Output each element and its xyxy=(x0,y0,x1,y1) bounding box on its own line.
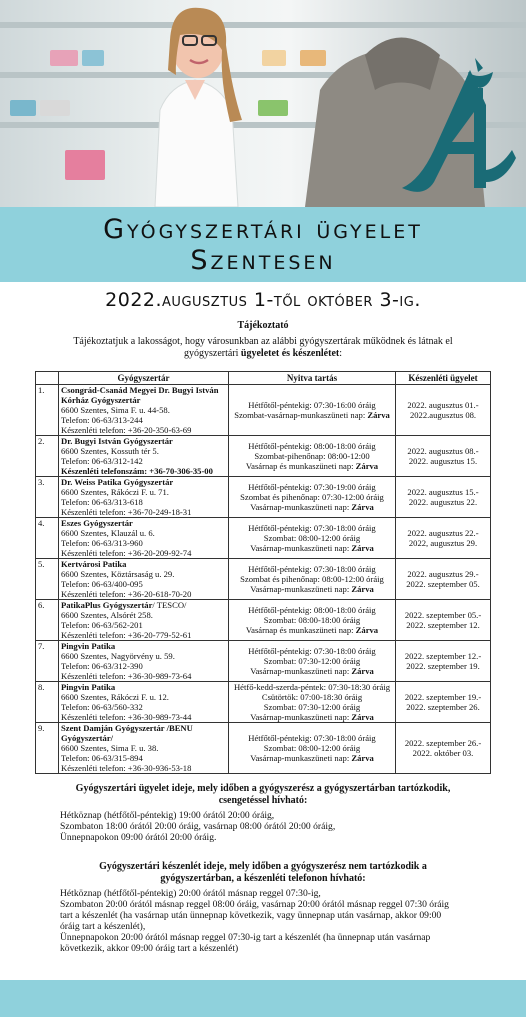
duty-end: 2022. szeptember 05. xyxy=(406,579,480,589)
duty-period-cell xyxy=(396,723,491,774)
on-call-phone: Készenléti telefon: +36-20-209-92-74 xyxy=(61,548,192,558)
duty-period-cell xyxy=(396,477,491,518)
opening-hours-line xyxy=(231,574,393,584)
hours-text: Szombat: 08:00-12:00 óráig xyxy=(263,743,361,753)
intro-text: Tájékoztatjuk a lakosságot, hogy városunkban az alábbi gyógyszertárak működnek és látnak el xyxy=(73,336,453,347)
pharmacy-cell xyxy=(59,723,229,774)
pharmacy-address: 6600 Szentes, Sima F. u. 44-58. xyxy=(61,405,170,415)
medicine-box xyxy=(10,100,36,116)
on-call-phone: Készenléti telefon: +36-30-989-73-64 xyxy=(61,671,192,681)
section2-line: óráig tart a készenlét), xyxy=(60,921,146,932)
table-row xyxy=(36,682,491,723)
row-number: 1. xyxy=(36,385,59,436)
opening-hours-cell xyxy=(229,559,396,600)
opening-hours-line xyxy=(231,523,393,533)
hours-text: Hétfő-kedd-szerda-péntek: 07:30-18:30 óráig xyxy=(233,682,391,692)
section2-text xyxy=(60,888,460,954)
opening-hours-line xyxy=(231,646,393,656)
row-number: 5. xyxy=(36,559,59,600)
on-call-phone: Készenléti telefon: +36-20-350-63-69 xyxy=(61,425,192,435)
duty-period-cell xyxy=(396,641,491,682)
on-call-phone: Készenléti telefonszám: +36-70-306-35-00 xyxy=(61,466,213,476)
pharmacy-address: 6600 Szentes, Rákóczi F. u. 12. xyxy=(61,692,169,702)
footer-bar xyxy=(0,980,526,1017)
opening-hours-cell xyxy=(229,477,396,518)
section1-heading-b: csengetéssel hívható: xyxy=(218,795,308,806)
hours-text: Vasárnap-munkaszüneti nap: xyxy=(250,543,352,553)
pharmacy-name: PatikaPlus Gyógyszertár xyxy=(61,600,153,610)
pharmacy-cell xyxy=(59,436,229,477)
intro-bold: ügyeletet és készenlétet xyxy=(240,348,340,359)
page-title-line2: Szentesen xyxy=(190,245,336,276)
notice-intro xyxy=(60,336,466,360)
section2-line: következik, akkor 09:00 óráig tart a készenlét) xyxy=(60,943,239,954)
section1-heading xyxy=(40,783,486,807)
duty-start: 2022. augusztus 15.- xyxy=(407,487,479,497)
duty-end: 2022. október 03. xyxy=(412,748,474,758)
table-row xyxy=(36,559,491,600)
row-number: 7. xyxy=(36,641,59,682)
closed-label: Zárva xyxy=(351,543,374,553)
notice-heading: Tájékoztató xyxy=(237,320,289,331)
duty-end: 2022, augusztus 29. xyxy=(408,538,478,548)
hours-text: Vasárnap-munkaszüneti nap: xyxy=(250,666,352,676)
duty-end: 2022. augusztus 15. xyxy=(408,456,478,466)
opening-hours-line xyxy=(231,564,393,574)
intro-colon: : xyxy=(339,348,342,359)
hours-text: Hétfőtől-péntekig: 08:00-18:00 óráig xyxy=(248,441,376,451)
hours-text: Hétfőtől-péntekig: 07:30-18:00 óráig xyxy=(248,646,376,656)
section2-line: Szombaton 20:00 órától másnap reggel 08:00 óráig, vasárnap 20:00 órától másnap reggel 07:30 óráig xyxy=(60,899,449,910)
duty-end: 2022.augusztus 08. xyxy=(409,410,477,420)
pharmacy-phone: Telefon: 06-63/313-960 xyxy=(61,538,143,548)
hours-text: Hétfőtől-péntekig: 07:30-18:00 óráig xyxy=(248,523,376,533)
opening-hours-line xyxy=(231,743,393,753)
pharmacy-cell xyxy=(59,518,229,559)
hours-text: Hétfőtől-péntekig: 07:30-19:00 óráig xyxy=(248,482,376,492)
table-row xyxy=(36,477,491,518)
intro-text-2: gyógyszertári xyxy=(183,348,239,359)
duty-end: 2022. szeptember 12. xyxy=(406,620,480,630)
on-call-phone: Készenléti telefon: +36-20-618-70-20 xyxy=(61,589,192,599)
section2-line: tart a készenlét (ha vasárnap után ünnepnap következik, vagy ünnepnap után vasárnap, akkor 09:00 xyxy=(60,910,442,921)
pharmacy-logo-icon xyxy=(390,50,520,200)
hours-text: Vasárnap-munkaszüneti nap: xyxy=(250,584,352,594)
opening-hours-line xyxy=(231,625,393,635)
hours-text: Szombat: 07:30-12:00 óráig xyxy=(263,656,361,666)
pharmacy-address: 6600 Szentes, Nagyörvény u. 59. xyxy=(61,651,175,661)
opening-hours-line xyxy=(231,733,393,743)
opening-hours-line xyxy=(231,682,393,692)
pharmacy-cell xyxy=(59,559,229,600)
pharmacy-cell xyxy=(59,385,229,436)
pharmacy-phone: Telefon: 06-63/560-332 xyxy=(61,702,143,712)
opening-hours-line xyxy=(231,482,393,492)
opening-hours-cell xyxy=(229,385,396,436)
pharmacy-cell xyxy=(59,641,229,682)
col-opening-hours: Nyitva tartás xyxy=(229,372,396,385)
duty-start: 2022. szeptember 05.- xyxy=(404,610,482,620)
pharmacy-phone: Telefon: 06-63/312-390 xyxy=(61,661,143,671)
closed-label: Zárva xyxy=(351,584,374,594)
hours-text: Hétfőtől-péntekig: 07:30-18:00 óráig xyxy=(248,564,376,574)
pharmacy-phone: Telefon: 06-63/562-201 xyxy=(61,620,143,630)
pharmacy-address: 6600 Szentes, Sima F. u. 38. xyxy=(61,743,159,753)
row-number: 6. xyxy=(36,600,59,641)
opening-hours-cell xyxy=(229,641,396,682)
pharmacist-figure xyxy=(120,0,270,207)
row-number: 9. xyxy=(36,723,59,774)
opening-hours-line xyxy=(231,605,393,615)
pharmacy-address: 6600 Szentes, Alsórét 258. xyxy=(61,610,153,620)
medicine-box xyxy=(82,50,104,66)
hours-text: Vasárnap-munkaszüneti nap: xyxy=(250,502,352,512)
pharmacy-phone: Telefon: 06-63/400-095 xyxy=(61,579,143,589)
hours-text: Szombat és pihenőnap: 07:30-12:00 óráig xyxy=(240,492,384,502)
opening-hours-line xyxy=(231,692,393,702)
pharmacy-table xyxy=(35,371,491,774)
duty-end: 2022. szeptember 19. xyxy=(406,661,480,671)
duty-start: 2022. szeptember 26.- xyxy=(404,738,482,748)
row-number: 3. xyxy=(36,477,59,518)
table-row xyxy=(36,600,491,641)
pharmacy-cell xyxy=(59,682,229,723)
duty-period-cell xyxy=(396,600,491,641)
pharmacy-name: Eszes Gyógyszertár xyxy=(61,518,133,528)
hours-text: Szombat: 08:00-12:00 óráig xyxy=(263,533,361,543)
page-title-line1: Gyógyszertári ügyelet xyxy=(103,214,423,245)
pharmacy-phone: Telefon: 06-63/312-142 xyxy=(61,456,143,466)
closed-label: Zárva xyxy=(351,502,374,512)
pharmacy-phone: Telefon: 06-63/313-618 xyxy=(61,497,143,507)
duty-period-cell xyxy=(396,518,491,559)
opening-hours-line xyxy=(231,702,393,712)
opening-hours-line xyxy=(231,441,393,451)
section1-line: Ünnepnapokon 09:00 órától 20:00 óráig. xyxy=(60,832,217,843)
opening-hours-line xyxy=(231,410,393,420)
opening-hours-line xyxy=(231,753,393,763)
pharmacy-phone: Telefon: 06-63/315-894 xyxy=(61,753,143,763)
hours-text: Hétfőtől-péntekig: 08:00-18:00 óráig xyxy=(248,605,376,615)
opening-hours-cell xyxy=(229,600,396,641)
hours-text: Szombat: 08:00-18:00 óráig xyxy=(263,615,361,625)
hours-text: Hétfőtől-péntekig: 07:30-16:00 óráig xyxy=(248,400,376,410)
closed-label: Zárva xyxy=(351,666,374,676)
duty-start: 2022. augusztus 29.- xyxy=(407,569,479,579)
pharmacy-name: Dr. Bugyi István Gyógyszertár xyxy=(61,436,173,446)
section2-heading-b: gyógyszertárban, a készenléti telefonon hívható: xyxy=(160,873,366,884)
table-row xyxy=(36,518,491,559)
opening-hours-line xyxy=(231,615,393,625)
row-number: 4. xyxy=(36,518,59,559)
duty-period-cell xyxy=(396,559,491,600)
opening-hours-line xyxy=(231,461,393,471)
hours-text: Szombat és pihenőnap: 08:00-12:00 óráig xyxy=(240,574,384,584)
duty-start: 2022. augusztus 08.- xyxy=(407,446,479,456)
hours-text: Vasárnap-munkaszüneti nap: xyxy=(250,753,352,763)
on-call-phone: Készenléti telefon: +36-70-249-18-31 xyxy=(61,507,192,517)
medicine-box xyxy=(40,100,70,116)
row-number: 8. xyxy=(36,682,59,723)
section1-line: Szombaton 18:00 órától 20:00 óráig, vasárnap 08:00 órától 20:00 óráig, xyxy=(60,821,336,832)
opening-hours-cell xyxy=(229,682,396,723)
pharmacy-cell xyxy=(59,477,229,518)
hours-text: Szombat-pihenőnap: 08:00-12:00 xyxy=(254,451,370,461)
hours-text: Vasárnap-munkaszüneti nap: xyxy=(250,712,352,722)
section1-text xyxy=(60,810,460,843)
opening-hours-line xyxy=(231,666,393,676)
pharmacy-address: 6600 Szentes, Rákóczi F. u. 71. xyxy=(61,487,169,497)
opening-hours-cell xyxy=(229,723,396,774)
opening-hours-line xyxy=(231,584,393,594)
section2-heading-a: Gyógyszertári készenlét ideje, mely időben a gyógyszerész nem tartózkodik a xyxy=(99,861,427,872)
header-photo xyxy=(0,0,526,207)
hours-text: Hétfőtől-péntekig: 07:30-18:00 óráig xyxy=(248,733,376,743)
pharmacy-phone: Telefon: 06-63/313-244 xyxy=(61,415,143,425)
closed-label: Zárva xyxy=(355,625,379,635)
opening-hours-line xyxy=(231,712,393,722)
section2-heading xyxy=(40,861,486,885)
pharmacy-address: 6600 Szentes, Kossuth tér 5. xyxy=(61,446,159,456)
opening-hours-line xyxy=(231,656,393,666)
closed-label: Zárva xyxy=(351,753,374,763)
opening-hours-cell xyxy=(229,436,396,477)
duty-start: 2022. szeptember 19.- xyxy=(404,692,482,702)
pharmacy-cell xyxy=(59,600,229,641)
hours-text: Szombat-vasárnap-munkaszüneti nap: xyxy=(234,410,368,420)
table-row xyxy=(36,385,491,436)
medicine-box xyxy=(65,150,105,180)
opening-hours-line xyxy=(231,502,393,512)
col-num xyxy=(36,372,59,385)
pharmacy-name: Pingvin Patika xyxy=(61,641,116,651)
closed-label: Zárva xyxy=(355,461,379,471)
closed-label: Zárva xyxy=(351,712,374,722)
period-subtitle: 2022.augusztus 1-től október 3-ig. xyxy=(105,289,421,311)
opening-hours-line xyxy=(231,492,393,502)
opening-hours-cell xyxy=(229,518,396,559)
opening-hours-line xyxy=(231,533,393,543)
section2-line: Hétköznap (hétfőtől-péntekig) 20:00 órától másnap reggel 07:30-ig, xyxy=(60,888,321,899)
opening-hours-line xyxy=(231,543,393,553)
pharmacy-name-suffix: / TESCO/ xyxy=(152,600,187,610)
hours-text: Vasárnap és munkaszüneti nap: xyxy=(245,625,356,635)
section1-line: Hétköznap (hétfőtől-péntekig) 19:00 órától 20:00 óráig, xyxy=(60,810,275,821)
duty-period-cell xyxy=(396,682,491,723)
duty-period-cell xyxy=(396,385,491,436)
duty-start: 2022. augusztus 22.- xyxy=(407,528,479,538)
opening-hours-line xyxy=(231,451,393,461)
duty-end: 2022. augusztus 22. xyxy=(408,497,478,507)
duty-period-cell xyxy=(396,436,491,477)
on-call-phone: Készenléti telefon: +36-20-779-52-61 xyxy=(61,630,192,640)
medicine-box xyxy=(50,50,78,66)
pharmacy-address: 6600 Szentes, Köztársaság u. 29. xyxy=(61,569,175,579)
pharmacy-name: Dr. Weiss Patika Gyógyszertár xyxy=(61,477,174,487)
section1-heading-a: Gyógyszertári ügyelet ideje, mely időben a gyógyszerész a gyógyszertárban tartózkodik, xyxy=(75,783,451,794)
pharmacy-name: Pingvin Patika xyxy=(61,682,116,692)
duty-start: 2022. szeptember 12.- xyxy=(404,651,482,661)
col-pharmacy: Gyógyszertár xyxy=(59,372,229,385)
table-row xyxy=(36,436,491,477)
hours-text: Csütörtök: 07:00-18:30 óráig xyxy=(261,692,363,702)
table-row xyxy=(36,723,491,774)
section2-line: Ünnepnapokon 20:00 órától másnap reggel 07:30-ig tart a készenlét (ha ünnepnap után vasárnap xyxy=(60,932,431,943)
col-on-call: Készenléti ügyelet xyxy=(396,372,491,385)
on-call-phone: Készenléti telefon: +36-30-989-73-44 xyxy=(61,712,192,722)
pharmacy-name: Kertvárosi Patika xyxy=(61,559,127,569)
closed-label: Zárva xyxy=(367,410,390,420)
duty-start: 2022. augusztus 01.- xyxy=(407,400,479,410)
table-row xyxy=(36,641,491,682)
pharmacy-name: Szent Damján Gyógyszertár /BENU Gyógyszertár/ xyxy=(61,723,193,743)
hours-text: Vasárnap és munkaszüneti nap: xyxy=(245,461,356,471)
opening-hours-line xyxy=(231,400,393,410)
row-number: 2. xyxy=(36,436,59,477)
on-call-phone: Készenléti telefon: +36-30-936-53-18 xyxy=(61,763,192,773)
hours-text: Szombat: 07:30-12:00 óráig xyxy=(263,702,361,712)
pharmacy-address: 6600 Szentes, Klauzál u. 6. xyxy=(61,528,155,538)
pharmacy-name: Csongrád-Csanád Megyei Dr. Bugyi István Kórház Gyógyszertár xyxy=(61,385,219,405)
duty-end: 2022. szeptember 26. xyxy=(406,702,480,712)
